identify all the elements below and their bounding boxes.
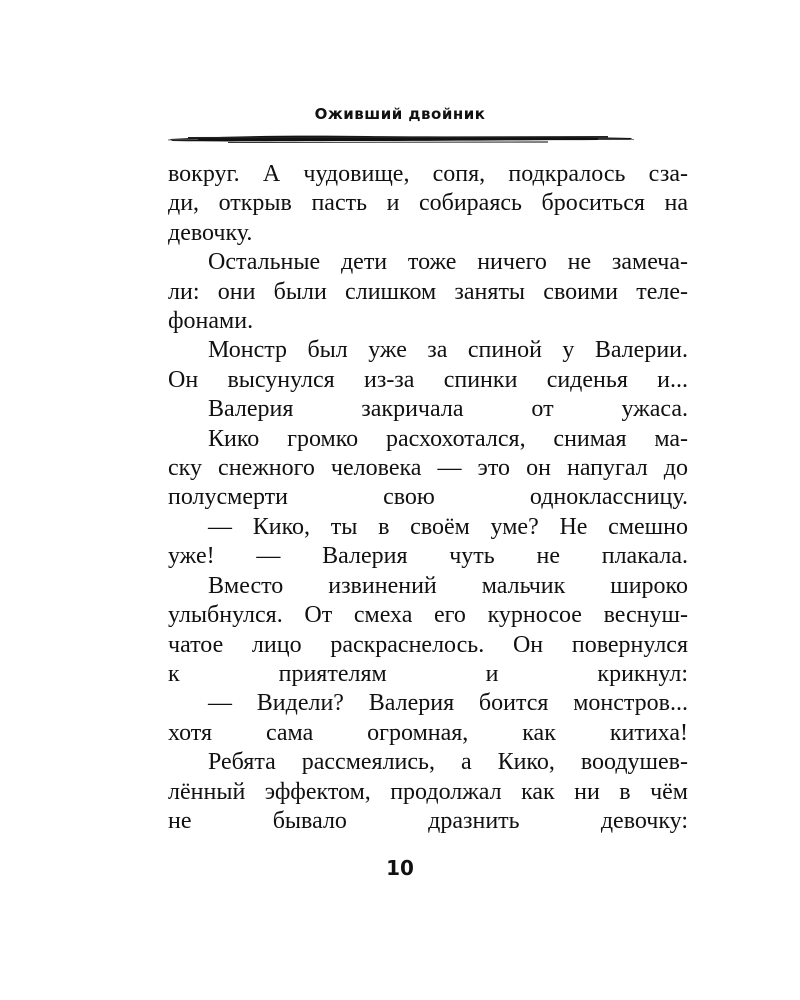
paragraph <box>168 395 688 424</box>
text-line: Он высунулся из-за спинки сиденья и... <box>168 366 688 393</box>
text-line: уже! — Валерия чуть не плакала. <box>168 543 688 570</box>
paragraph <box>168 425 688 513</box>
text-line: Монстр был уже за спиной у Валерии. <box>208 337 688 364</box>
text-line: — Кико, ты в своём уме? Не смешно <box>208 513 688 540</box>
paragraph <box>168 336 688 395</box>
paragraph <box>168 689 688 748</box>
text-line: Вместо извинений мальчик широко <box>208 572 688 599</box>
text-line: ску снежного человека — это он напугал до <box>168 455 688 482</box>
text-line: Остальные дети тоже ничего не замеча- <box>208 249 688 276</box>
text-line: фонами. <box>168 308 254 335</box>
paragraph <box>168 513 688 572</box>
paragraph <box>168 748 688 836</box>
brush-stroke-divider <box>168 128 634 148</box>
text-line: лённый эффектом, продолжал как ни в чём <box>168 778 688 805</box>
text-line: не бывало дразнить девочку: <box>168 807 688 834</box>
running-title: Оживший двойник <box>314 105 486 123</box>
text-line: — Видели? Валерия боится монстров... <box>208 690 688 717</box>
text-line: улыбнулся. От смеха его курносое веснуш- <box>168 602 688 629</box>
paragraph <box>168 572 688 690</box>
text-line: полусмерти свою одноклассницу. <box>168 484 688 511</box>
text-line: вокруг. А чудовище, сопя, подкралось сза- <box>168 161 688 187</box>
paragraph <box>168 248 688 336</box>
text-line: ди, открыв пасть и собираясь броситься на <box>168 190 688 217</box>
paragraph <box>168 160 688 248</box>
text-line: к приятелям и крикнул: <box>168 660 688 687</box>
text-line: Валерия закричала от ужаса. <box>208 396 688 423</box>
text-line: Кико громко расхохотался, снимая ма- <box>208 425 688 452</box>
body-text <box>168 160 688 836</box>
text-line: чатое лицо раскраснелось. Он повернулся <box>168 631 688 658</box>
text-line: ли: они были слишком заняты своими теле- <box>168 278 688 305</box>
text-line: Ребята рассмеялись, а Кико, воодушев- <box>208 749 688 776</box>
text-line: девочку. <box>168 219 253 246</box>
text-line: хотя сама огромная, как китиха! <box>168 719 688 746</box>
page-number: 10 <box>386 856 414 880</box>
